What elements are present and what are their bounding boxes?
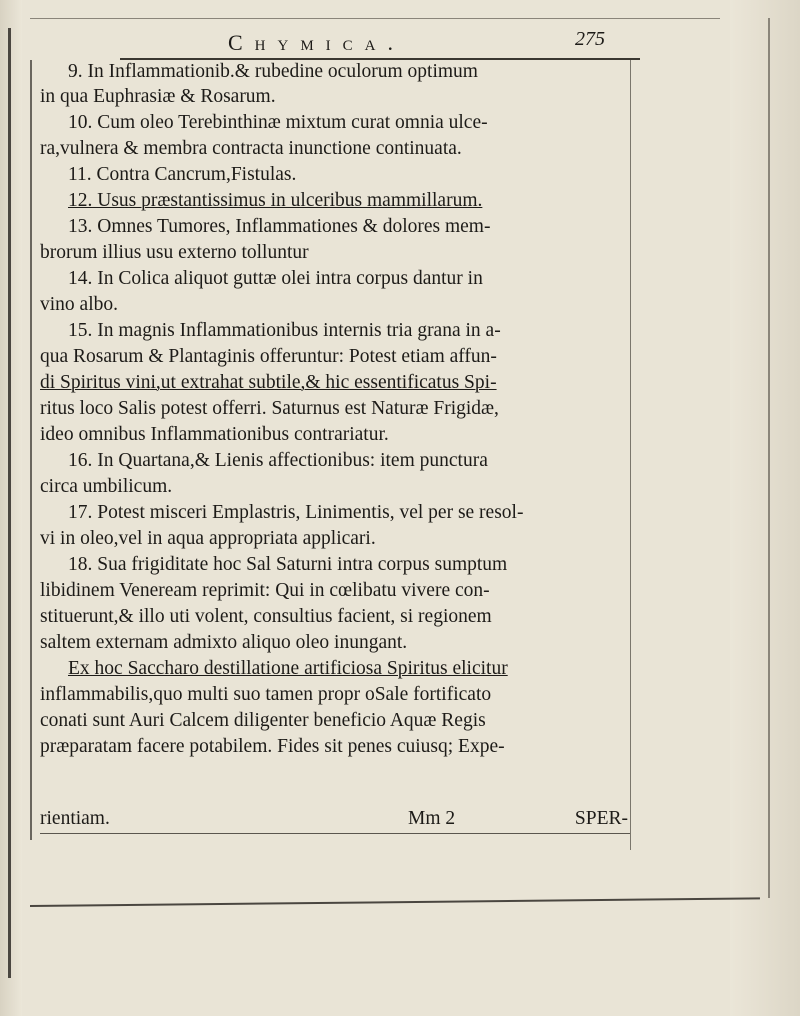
text-line: di Spiritus vini,ut extrahat subtile,& hic essentificatus Spi- bbox=[40, 372, 497, 393]
text-line: inflammabilis,quo multi suo tamen propr oSale fortificato bbox=[40, 684, 492, 705]
top-edge-rule bbox=[30, 18, 720, 19]
text-line: 13. Omnes Tumores, Inflammationes & dolores mem- bbox=[68, 216, 491, 237]
text-line: qua Rosarum & Plantaginis offeruntur: Potest etiam affun- bbox=[40, 346, 497, 367]
text-line: 15. In magnis Inflammationibus internis tria grana in a- bbox=[68, 320, 501, 341]
text-block bbox=[40, 60, 631, 850]
text-line: 16. In Quartana,& Lienis affectionibus: item punctura bbox=[68, 450, 488, 471]
text-line: 10. Cum oleo Terebinthinæ mixtum curat omnia ulce- bbox=[68, 112, 488, 133]
text-line: præparatam facere potabilem. Fides sit penes cuiusq; Expe- bbox=[40, 736, 505, 757]
footer-rule bbox=[40, 833, 630, 834]
text-line: 12. Usus præstantissimus in ulceribus mammillarum. bbox=[68, 190, 483, 211]
text-line: 9. In Inflammationib.& rubedine oculorum optimum bbox=[68, 61, 478, 82]
text-line: vino albo. bbox=[40, 294, 118, 315]
text-line: 17. Potest misceri Emplastris, Linimentis, vel per se resol- bbox=[68, 502, 524, 523]
inner-margin-rule bbox=[30, 60, 32, 840]
signature-mark: Mm 2 bbox=[408, 808, 456, 829]
page-margin-right bbox=[730, 0, 800, 1016]
text-line: ra,vulnera & membra contracta inunctione continuata. bbox=[40, 138, 462, 159]
text-line: saltem externam admixto aliquo oleo inungant. bbox=[40, 632, 408, 653]
catchword: SPER- bbox=[574, 808, 628, 829]
text-line: in qua Euphrasiæ & Rosarum. bbox=[40, 86, 276, 107]
text-line: libidinem Veneream reprimit: Qui in cœlibatu vivere con- bbox=[40, 580, 490, 601]
page-margin-left bbox=[0, 0, 22, 1016]
text-line: ideo omnibus Inflammationibus contrariatur. bbox=[40, 424, 389, 445]
text-line: vi in oleo,vel in aqua appropriata applicari. bbox=[40, 528, 376, 549]
bottom-edge-rule bbox=[30, 897, 760, 907]
text-line: Ex hoc Saccharo destillatione artificiosa Spiritus elicitur bbox=[68, 658, 508, 679]
page-number: 275 bbox=[575, 28, 605, 50]
running-title: Chymica. bbox=[228, 30, 406, 55]
text-line: conati sunt Auri Calcem diligenter beneficio Aquæ Regis bbox=[40, 710, 486, 731]
book-spine-edge bbox=[8, 28, 11, 978]
page-footer bbox=[40, 808, 630, 834]
text-line: rientiam. bbox=[40, 808, 110, 829]
running-head bbox=[120, 26, 640, 60]
text-line: 18. Sua frigiditate hoc Sal Saturni intra corpus sumptum bbox=[68, 554, 508, 575]
text-line: circa umbilicum. bbox=[40, 476, 173, 497]
text-line: brorum illius usu externo tolluntur bbox=[40, 242, 309, 263]
outer-edge-rule bbox=[768, 18, 770, 898]
text-line: ritus loco Salis potest offerri. Saturnus est Naturæ Frigidæ, bbox=[40, 398, 499, 419]
text-line: 14. In Colica aliquot guttæ olei intra corpus dantur in bbox=[68, 268, 483, 289]
text-line: 11. Contra Cancrum,Fistulas. bbox=[68, 164, 297, 185]
text-line: stituerunt,& illo uti volent, consultius facient, si regionem bbox=[40, 606, 492, 627]
